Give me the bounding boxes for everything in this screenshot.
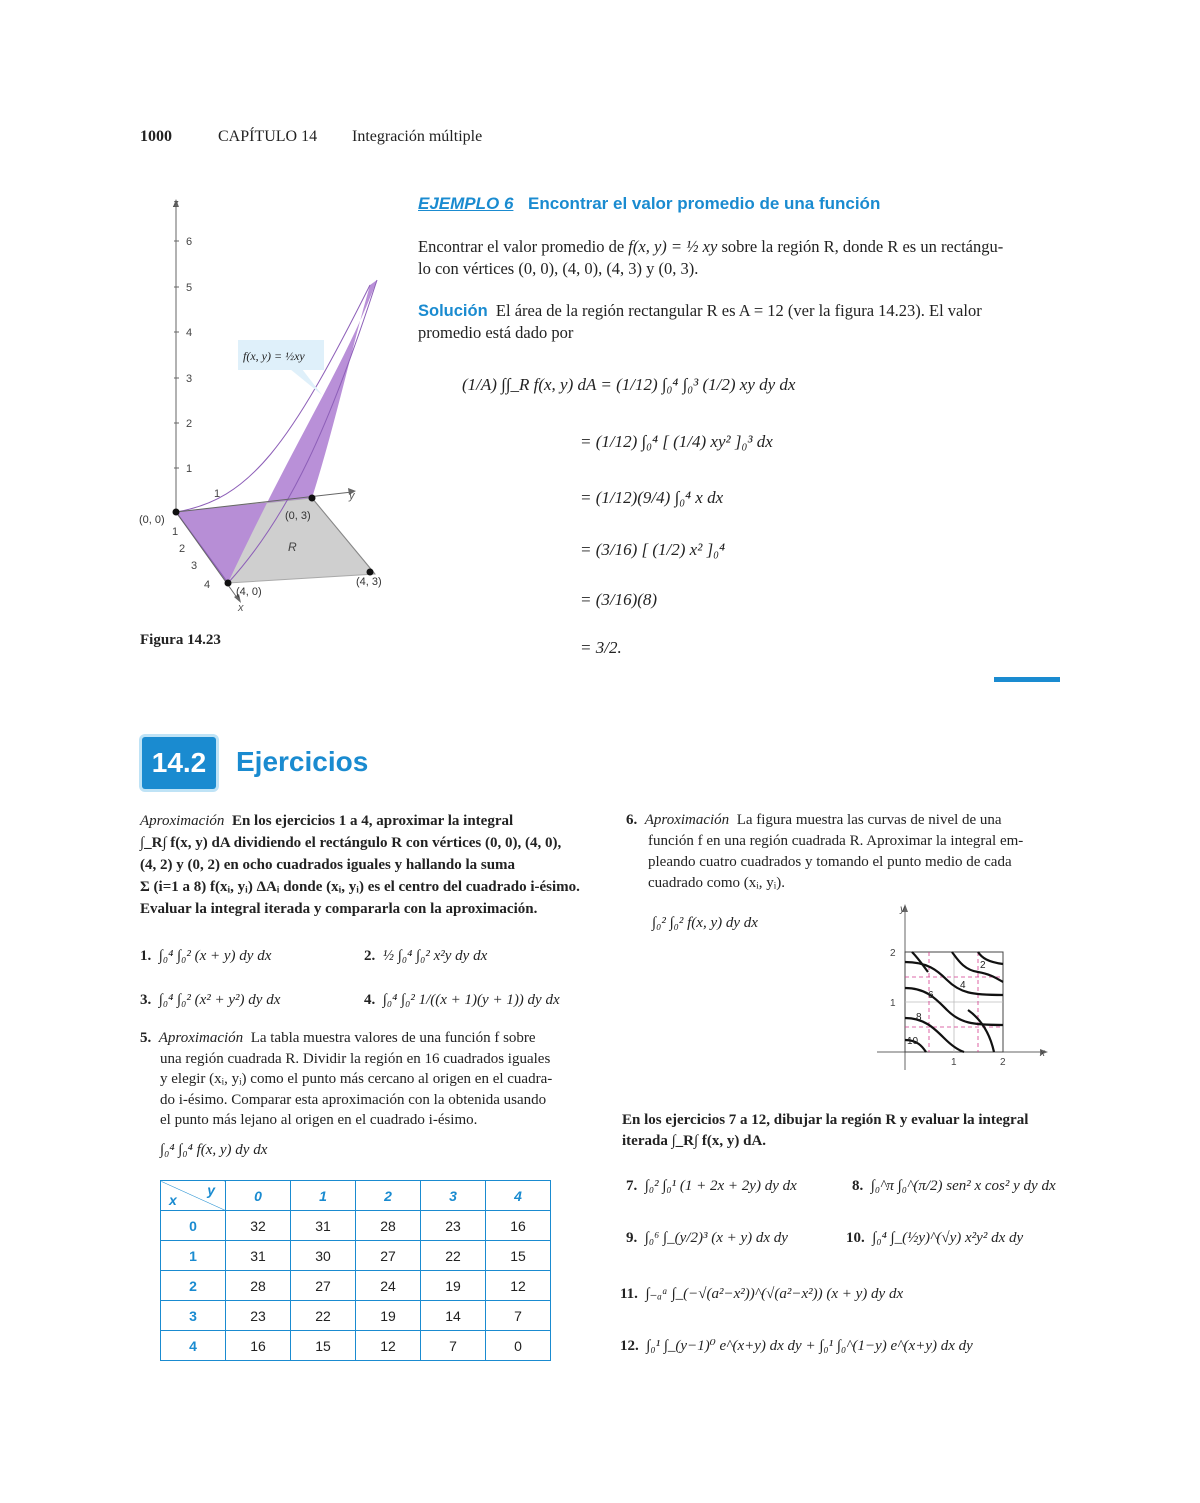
svg-text:y: y <box>900 904 905 915</box>
example-statement: Encontrar el valor promedio de f(x, y) = ½ xy sobre la región R, donde R es un rectángu- <box>418 237 1004 256</box>
table-col-header: 1 <box>291 1181 356 1211</box>
point-label: (0, 0) <box>139 514 165 526</box>
table-corner: x y <box>161 1181 226 1211</box>
table-row: 2 28 27 24 19 12 <box>161 1271 551 1301</box>
z-tick: 5 <box>186 282 193 294</box>
equation-step-5: = (3/16)(8) <box>580 590 658 609</box>
z-axis-label: z <box>173 198 179 210</box>
z-tick: 4 <box>186 327 193 339</box>
svg-text:2: 2 <box>890 948 896 959</box>
exercise-5: 5. Aproximación La tabla muestra valores de una función f sobre una región cuadrada R. Dividir la región en 16 cuadrados iguales y elegir (xᵢ, yᵢ) como el punto más cercano al origen en el cuadra- do i-ésimo. Comparar esta aproximación con la obtenida usando el punto más lejano al origen en el cuadrado i-ésimo. <box>140 1030 553 1128</box>
z-tick: 1 <box>186 463 193 475</box>
equation-step-2: = (1/12) ∫₀⁴ [ (1/4) xy² ]₀³ dx <box>580 432 773 451</box>
y-tick: 1 <box>214 488 221 500</box>
point-4-3 <box>367 569 374 576</box>
exercise-1: 1. ∫₀⁴ ∫₀² (x + y) dy dx <box>140 948 272 964</box>
svg-text:2: 2 <box>980 960 986 971</box>
z-tick: 6 <box>186 236 193 248</box>
x-axis-label: x <box>238 602 244 614</box>
table-header-row <box>161 1181 551 1211</box>
exercises-1-4-intro: Aproximación En los ejercicios 1 a 4, aproximar la integral ∫_R∫ f(x, y) dA dividiendo el rectángulo R con vértices (0, 0), (4, 0), (4, 2) y (0, 2) en ocho cuadrados iguales y hallando la suma Σ (i=1 a 8) f(xᵢ, yᵢ) ΔAᵢ donde (xᵢ, yᵢ) es el centro del cuadrado i-ésimo. Evaluar la integral iterada y compararla con la aproximación. <box>140 813 580 917</box>
x-tick: 4 <box>204 579 211 591</box>
x-tick: 2 <box>179 543 186 555</box>
equation-step-6: = 3/2. <box>580 638 622 657</box>
point-0-0 <box>173 509 180 516</box>
contour-plot <box>872 900 1052 1080</box>
example-statement-line2: lo con vértices (0, 0), (4, 0), (4, 3) y (0, 3). <box>418 259 699 278</box>
svg-text:2: 2 <box>1000 1057 1006 1068</box>
svg-text:1: 1 <box>890 998 896 1009</box>
solution-line2: promedio está dado por <box>418 323 574 342</box>
svg-text:8: 8 <box>916 1012 922 1023</box>
svg-text:6: 6 <box>928 990 934 1001</box>
equation-step-1: (1/A) ∫∫_R f(x, y) dA = (1/12) ∫₀⁴ ∫₀³ (1/2) xy dy dx <box>462 375 796 394</box>
exercise-6: 6. Aproximación La figura muestra las curvas de nivel de una función f en una región cuadrada R. Aproximar la integral em- pleando cuatro cuadrados y tomando el punto medio de cada cuadrado como (xᵢ, yᵢ). <box>626 812 1024 891</box>
table-row: 3 23 22 19 14 7 <box>161 1301 551 1331</box>
exercise-4: 4. ∫₀⁴ ∫₀² 1/((x + 1)(y + 1)) dy dx <box>364 992 560 1008</box>
point-label: (4, 0) <box>236 586 262 598</box>
example-end-bar <box>994 677 1060 682</box>
figure-caption: Figura 14.23 <box>140 632 221 648</box>
exercise-6-integral: ∫₀² ∫₀² f(x, y) dy dx <box>652 915 758 931</box>
page-number: 1000 <box>140 128 172 145</box>
point-0-3 <box>309 495 316 502</box>
point-label: (0, 3) <box>285 510 311 522</box>
z-tick: 2 <box>186 418 193 430</box>
surface-label: f(x, y) = ½xy <box>243 349 305 363</box>
table-col-header: 3 <box>421 1181 486 1211</box>
solution-line1: Solución El área de la región rectangular R es A = 12 (ver la figura 14.23). El valor <box>418 301 982 320</box>
svg-text:x: x <box>1040 1048 1045 1059</box>
x-tick: 3 <box>191 560 198 572</box>
point-4-0 <box>225 580 232 587</box>
table-row: 0 32 31 28 23 16 <box>161 1211 551 1241</box>
region-r-label: R <box>288 540 297 554</box>
exercise-10: 10. ∫₀⁴ ∫_(½y)^(√y) x²y² dx dy <box>846 1230 1024 1246</box>
exercise-3: 3. ∫₀⁴ ∫₀² (x² + y²) dy dx <box>140 992 281 1008</box>
equation-step-4: = (3/16) [ (1/2) x² ]₀⁴ <box>580 540 726 559</box>
exercise-5-table <box>160 1180 551 1361</box>
chapter-label: CAPÍTULO 14 <box>218 128 318 145</box>
table-row: 4 16 15 12 7 0 <box>161 1331 551 1361</box>
example-tag: EJEMPLO 6 <box>418 194 514 213</box>
section-number: 14.2 <box>142 737 216 789</box>
exercise-11: 11. ∫₋ₐᵃ ∫_(−√(a²−x²))^(√(a²−x²)) (x + y) dy dx <box>620 1286 904 1302</box>
svg-text:1: 1 <box>951 1057 957 1068</box>
example-title: Encontrar el valor promedio de una función <box>528 194 881 213</box>
exercise-5-integral: ∫₀⁴ ∫₀⁴ f(x, y) dy dx <box>160 1142 268 1158</box>
x-tick: 1 <box>172 526 179 538</box>
exercise-7: 7. ∫₀² ∫₀¹ (1 + 2x + 2y) dy dx <box>626 1178 797 1194</box>
exercise-12: 12. ∫₀¹ ∫_(y−1)⁰ e^(x+y) dx dy + ∫₀¹ ∫₀^(1−y) e^(x+y) dx dy <box>620 1338 973 1354</box>
exercise-8: 8. ∫₀^π ∫₀^(π/2) sen² x cos² y dy dx <box>852 1178 1056 1194</box>
table-col-header: 4 <box>486 1181 551 1211</box>
z-tick: 3 <box>186 373 193 385</box>
y-axis-label: y <box>349 490 355 502</box>
exercise-2: 2. ½ ∫₀⁴ ∫₀² x²y dy dx <box>364 948 488 964</box>
table-col-header: 0 <box>226 1181 291 1211</box>
point-label: (4, 3) <box>356 576 382 588</box>
equation-step-3: = (1/12)(9/4) ∫₀⁴ x dx <box>580 488 724 507</box>
table-row: 1 31 30 27 22 15 <box>161 1241 551 1271</box>
section-title: Ejercicios <box>236 746 369 777</box>
exercises-7-12-intro: En los ejercicios 7 a 12, dibujar la región R y evaluar la integral iterada ∫_R∫ f(x, y) dA. <box>622 1112 1029 1149</box>
svg-text:10: 10 <box>907 1036 919 1047</box>
chapter-title: Integración múltiple <box>352 128 483 145</box>
table-col-header: 2 <box>356 1181 421 1211</box>
exercise-9: 9. ∫₀⁶ ∫_(y/2)³ (x + y) dx dy <box>626 1230 788 1246</box>
svg-text:4: 4 <box>960 980 966 991</box>
figure-14-23 <box>130 185 410 625</box>
